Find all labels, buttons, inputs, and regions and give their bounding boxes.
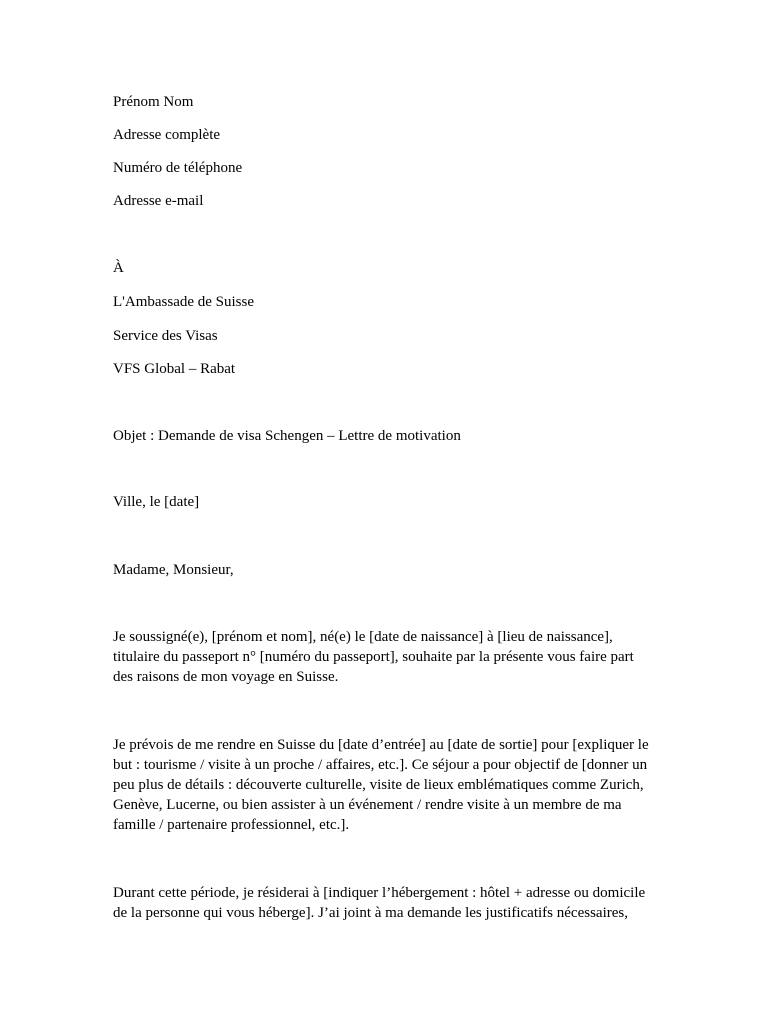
paragraph-identity [113,627,658,687]
recipient-office: VFS Global – Rabat [113,361,236,377]
recipient-embassy: L'Ambassade de Suisse [113,294,255,310]
paragraph-line: Durant cette période, je résiderai à [indiquer l’hébergement : hôtel + adresse ou domicile [113,885,646,901]
paragraph-line: peu plus de détails : découverte culturelle, visite de lieux emblématiques comme Zurich, [113,777,644,793]
paragraph-accommodation [113,883,658,923]
sender-email: Adresse e-mail [113,193,204,209]
paragraph-line: Genève, Lucerne, ou bien assister à un événement / rendre visite à un membre de ma [113,797,622,813]
paragraph-line: de la personne qui vous héberge]. J’ai joint à ma demande les justificatifs nécessaires, [113,905,628,921]
paragraph-line: famille / partenaire professionnel, etc.]. [113,817,350,833]
letter-subject: Objet : Demande de visa Schengen – Lettre de motivation [113,428,461,444]
sender-address: Adresse complète [113,127,221,143]
paragraph-line: but : tourisme / visite à un proche / affaires, etc.]. Ce séjour a pour objectif de [donner un [113,757,648,773]
paragraph-line: titulaire du passeport n° [numéro du passeport], souhaite par la présente vous faire part [113,649,634,665]
recipient-service: Service des Visas [113,328,218,344]
place-date: Ville, le [date] [113,494,200,510]
salutation: Madame, Monsieur, [113,562,234,578]
sender-phone: Numéro de téléphone [113,160,243,176]
paragraph-line: Je prévois de me rendre en Suisse du [date d’entrée] au [date de sortie] pour [expliquer le [113,737,649,753]
paragraph-line: des raisons de mon voyage en Suisse. [113,669,339,685]
sender-name: Prénom Nom [113,94,194,110]
paragraph-line: Je soussigné(e), [prénom et nom], né(e) le [date de naissance] à [lieu de naissance], [113,629,613,645]
recipient-to: À [113,260,124,276]
paragraph-travel-purpose [113,735,658,835]
